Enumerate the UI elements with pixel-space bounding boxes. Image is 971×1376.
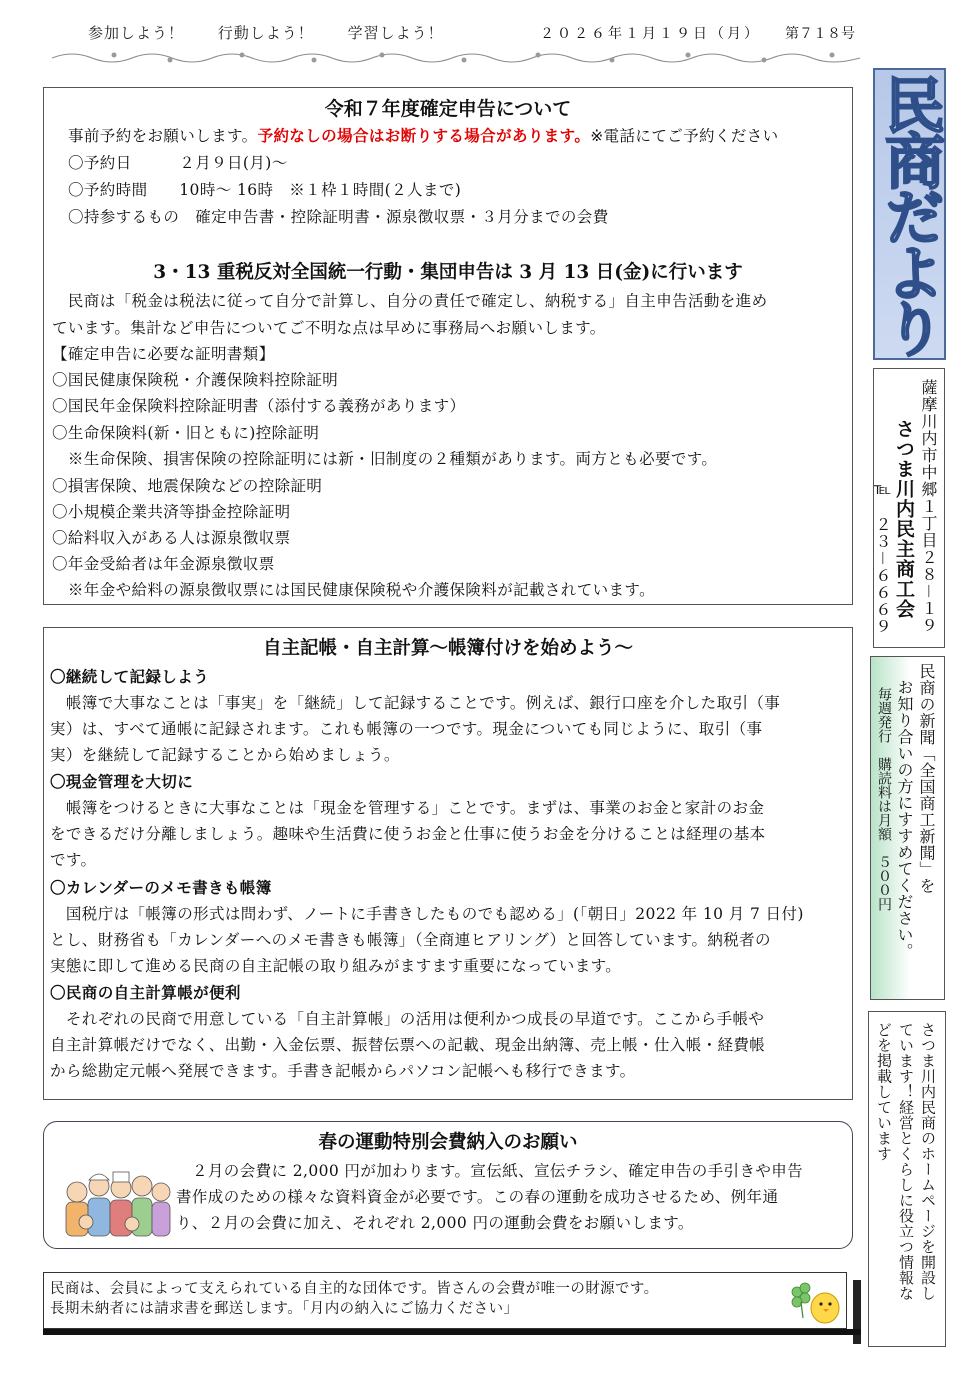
tax-line: 〇損害保険、地震保険などの控除証明 [52, 477, 323, 495]
spring-title: 春の運動特別会費納入のお願い [318, 1132, 578, 1153]
tax-row: 〇予約日 ２月９日(月)～ [68, 154, 288, 172]
section-line: から総勘定元帳へ発展できます。手書き記帳からパソコン記帳へも移行できます。 [50, 1062, 636, 1080]
office-address: 薩摩川内市中郷１丁目２８－１９ [919, 379, 938, 635]
newspaper-line: お知り合いの方にすすめてください。 [895, 679, 914, 960]
tax-line: 〇国民健康保険税・介護保険料控除証明 [52, 371, 339, 389]
newspaper-ad-box [870, 656, 945, 1000]
chick-clover-illustration [789, 1278, 843, 1326]
newspaper-line: 民商の新聞「全国商工新聞」を [917, 663, 936, 894]
section-heading: 〇民商の自主計算帳が便利 [50, 983, 241, 1002]
homepage-notice-box [868, 1011, 946, 1347]
slogan-1: 参加しよう！ [88, 24, 185, 42]
collective-filing-title: 3・13 重税反対全国統一行動・集団申告は 3 月 13 日(金)に行います [153, 262, 743, 283]
slogan-3: 学習しよう！ [347, 24, 444, 42]
people-group-illustration [62, 1154, 174, 1240]
header-vine-decoration [52, 46, 860, 68]
issue-date: ２０２６年１月１９日（月） [540, 26, 761, 42]
section-heading: 〇現金管理を大切に [50, 772, 194, 791]
section-line: 実）を継続して記録することから始めましょう。 [50, 746, 400, 764]
slogan-2: 行動しよう！ [217, 24, 314, 42]
section-line: です。 [50, 851, 97, 869]
newspaper-line: 毎週発行 購読料は月額 ５００円 [876, 687, 892, 911]
tax-line: 〇年金受給者は年金源泉徴収票 [52, 555, 275, 573]
tax-title: 令和７年度確定申告について [324, 98, 572, 120]
homepage-line: どを掲載しています [875, 1022, 893, 1162]
bookkeeping-title: 自主記帳・自主計算～帳簿付けを始めよう～ [262, 638, 633, 659]
spring-line: ２月の会費に 2,000 円が加わります。宣伝紙、宣伝チラシ、確定申告の手引きや申告 [192, 1162, 804, 1180]
tax-line: 〇国民年金保険料控除証明書（添付する義務があります） [52, 397, 466, 415]
tax-line: 【確定申告に必要な証明書類】 [52, 345, 275, 363]
tax-row: 〇持参するもの 確定申告書・控除証明書・源泉徴収票・３月分までの会費 [68, 208, 609, 226]
tax-intro-warning: 予約なしの場合はお断りする場合があります。 [257, 126, 591, 145]
tax-line: 〇小規模企業共済等掛金控除証明 [52, 503, 291, 521]
spring-line: 書作成のための様々な資料資金が必要です。この春の運動を成功させるため、例年通 [176, 1188, 779, 1206]
tax-line: ※生命保険、損害保険の控除証明には新・旧制度の２種類があります。両方とも必要です。 [52, 450, 718, 468]
tax-line: ています。集計など申告についてご不明な点は早めに事務局へお願いします。 [52, 319, 606, 337]
section-line: 国税庁は「帳簿の形式は問わず、ノートに手書きしたものでも認める」(「朝日」2022 年 10 月 7 日付) [50, 905, 804, 923]
phone-number: ℡ ２３－６６６９ [873, 479, 892, 636]
section-line: 実態に即して進める民商の自主記帳の取り組みがますます重要になっています。 [50, 957, 622, 975]
tax-row: 〇予約時間 10時～ 16時 ※１枠１時間(２人まで) [68, 181, 462, 199]
spring-line: り、２月の会費に加え、それぞれ 2,000 円の運動会費をお願いします。 [176, 1214, 694, 1232]
note-line: 民商は、会員によって支えられている自主的な団体です。皆さんの会費が唯一の財源です。 [50, 1281, 659, 1297]
issue-number: 第７１８号 [785, 26, 855, 42]
note-line: 長期未納者には請求書を郵送します。「月内の納入にご協力ください」 [50, 1301, 519, 1317]
tax-line: 〇生命保険料(新・旧ともに)控除証明 [52, 424, 320, 442]
masthead-title-box [873, 68, 946, 360]
tax-filing-box [43, 87, 853, 605]
header-slogans [88, 22, 472, 43]
section-line: それぞれの民商で用意している「自主計算帳」の活用は便利かつ成長の早道です。ここから手帳や [50, 1010, 765, 1028]
section-line: 実）は、すべて通帳に記録されます。これも帳簿の一つです。現金についても同じように、取引（事 [50, 720, 763, 738]
homepage-line: さつま川内民商のホームページを開設し [919, 1022, 937, 1301]
spring-dues-box [43, 1121, 853, 1249]
section-line: 帳簿をつけるときに大事なことは「現金を管理する」ことです。まずは、事業のお金と家計のお金 [50, 799, 765, 817]
note-shadow-bottom [43, 1329, 861, 1335]
section-line: 自主計算帳だけでなく、出勤・入金伝票、振替伝票への記載、現金出納簿、売上帳・仕入帳・経費帳 [50, 1036, 766, 1054]
address-box [873, 368, 945, 648]
tax-intro: 事前予約をお願いします。予約なしの場合はお断りする場合があります。※電話にてご予約ください [68, 126, 779, 145]
masthead-title: 民商だより [875, 74, 945, 354]
membership-note-box [43, 1272, 847, 1329]
section-line: をできるだけ分離しましょう。趣味や生活費に使うお金と仕事に使うお金を分けることは経理の基本 [50, 825, 766, 843]
section-heading: 〇継続して記録しよう [50, 667, 210, 686]
tax-line: 〇給料収入がある人は源泉徴収票 [52, 529, 291, 547]
section-line: 帳簿で大事なことは「事実」を「継続」して記録することです。例えば、銀行口座を介した取引（事 [50, 694, 781, 712]
section-line: とし、財務省も「カレンダーへのメモ書きも帳簿」（全商連ヒアリング）と回答しています。納税者の [50, 931, 771, 949]
homepage-line: ています！経営とくらしに役立つ情報な [897, 1022, 915, 1301]
tax-line: ※年金や給料の源泉徴収票には国民健康保険税や介護保険料が記載されています。 [52, 581, 655, 599]
tax-line: 民商は「税金は税法に従って自分で計算し、自分の責任で確定し、納税する」自主申告活動を進め [52, 292, 768, 310]
bookkeeping-box [43, 627, 853, 1100]
section-heading: 〇カレンダーのメモ書きも帳簿 [50, 878, 272, 897]
organization-name: さつま川内民主商工会 [893, 419, 915, 619]
